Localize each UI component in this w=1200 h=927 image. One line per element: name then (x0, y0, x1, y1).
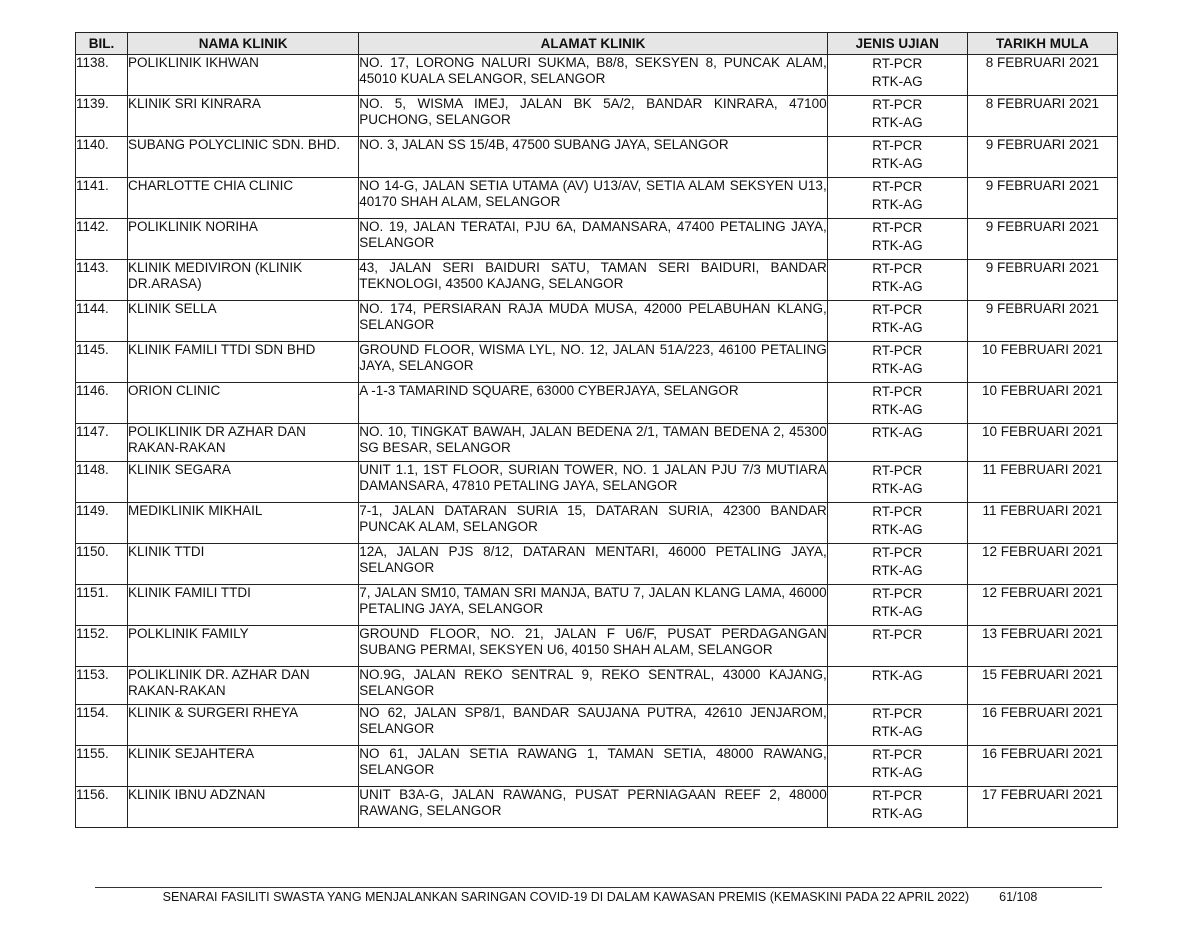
table-row (76, 137, 1118, 178)
header-row (76, 33, 1118, 55)
row-number: 1152. (76, 626, 128, 667)
test-type: RTK-AG (871, 522, 923, 537)
test-type: RTK-AG (871, 806, 923, 821)
table-row (76, 503, 1118, 544)
clinic-name: POLKLINIK FAMILY (128, 626, 359, 667)
clinic-address: 7, JALAN SM10, TAMAN SRI MANJA, BATU 7, JALAN KLANG LAMA, 46000 PETALING JAYA, SELANGOR (359, 585, 827, 626)
row-number: 1149. (76, 503, 128, 544)
test-types (827, 503, 967, 544)
test-types (827, 301, 967, 342)
header-bil: BIL. (76, 33, 128, 55)
test-types (827, 96, 967, 137)
test-type: RTK-AG (871, 238, 923, 253)
clinic-address: NO.9G, JALAN REKO SENTRAL 9, REKO SENTRAL, 43000 KAJANG, SELANGOR (359, 667, 827, 705)
start-date: 16 FEBRUARI 2021 (967, 705, 1117, 746)
test-type: RTK-AG (871, 197, 923, 212)
clinic-address: NO. 3, JALAN SS 15/4B, 47500 SUBANG JAYA, SELANGOR (359, 137, 827, 178)
test-types (827, 705, 967, 746)
test-type: RT-PCR (872, 463, 923, 478)
test-type: RT-PCR (872, 261, 923, 276)
test-type: RTK-AG (871, 320, 923, 335)
clinic-address: 7-1, JALAN DATARAN SURIA 15, DATARAN SURIA, 42300 BANDAR PUNCAK ALAM, SELANGOR (359, 503, 827, 544)
start-date: 10 FEBRUARI 2021 (967, 383, 1117, 424)
test-type: RTK-AG (871, 724, 923, 739)
start-date: 8 FEBRUARI 2021 (967, 96, 1117, 137)
test-type: RT-PCR (872, 56, 923, 71)
clinic-name: POLIKLINIK IKHWAN (128, 55, 359, 96)
start-date: 9 FEBRUARI 2021 (967, 137, 1117, 178)
start-date: 10 FEBRUARI 2021 (967, 424, 1117, 462)
start-date: 17 FEBRUARI 2021 (967, 787, 1117, 828)
start-date: 9 FEBRUARI 2021 (967, 301, 1117, 342)
test-types (827, 178, 967, 219)
test-type: RTK-AG (871, 668, 923, 683)
start-date: 11 FEBRUARI 2021 (967, 503, 1117, 544)
row-number: 1154. (76, 705, 128, 746)
test-type: RT-PCR (872, 97, 923, 112)
clinic-name: KLINIK TTDI (128, 544, 359, 585)
row-number: 1150. (76, 544, 128, 585)
test-types (827, 667, 967, 705)
clinic-name: KLINIK SRI KINRARA (128, 96, 359, 137)
test-type: RTK-AG (871, 115, 923, 130)
clinic-address: NO. 17, LORONG NALURI SUKMA, B8/8, SEKSYEN 8, PUNCAK ALAM, 45010 KUALA SELANGOR, SELANGOR (359, 55, 827, 96)
clinic-address: GROUND FLOOR, WISMA LYL, NO. 12, JALAN 51A/223, 46100 PETALING JAYA, SELANGOR (359, 342, 827, 383)
test-types (827, 746, 967, 787)
table-row (76, 178, 1118, 219)
test-types (827, 424, 967, 462)
clinic-name: KLINIK SEJAHTERA (128, 746, 359, 787)
test-types (827, 137, 967, 178)
table-row (76, 787, 1118, 828)
test-types (827, 544, 967, 585)
test-type: RT-PCR (872, 384, 923, 399)
test-type: RT-PCR (872, 788, 923, 803)
clinic-address: NO. 10, TINGKAT BAWAH, JALAN BEDENA 2/1, TAMAN BEDENA 2, 45300 SG BESAR, SELANGOR (359, 424, 827, 462)
clinic-address: 12A, JALAN PJS 8/12, DATARAN MENTARI, 46000 PETALING JAYA, SELANGOR (359, 544, 827, 585)
row-number: 1155. (76, 746, 128, 787)
test-type: RTK-AG (871, 604, 923, 619)
clinic-address: GROUND FLOOR, NO. 21, JALAN F U6/F, PUSAT PERDAGANGAN SUBANG PERMAI, SEKSYEN U6, 40150 SHAH ALAM, SELANGOR (359, 626, 827, 667)
clinic-address: NO 14-G, JALAN SETIA UTAMA (AV) U13/AV, SETIA ALAM SEKSYEN U13, 40170 SHAH ALAM, SELANGOR (359, 178, 827, 219)
start-date: 12 FEBRUARI 2021 (967, 544, 1117, 585)
test-types (827, 462, 967, 503)
table-row (76, 626, 1118, 667)
start-date: 12 FEBRUARI 2021 (967, 585, 1117, 626)
clinic-address: NO 62, JALAN SP8/1, BANDAR SAUJANA PUTRA, 42610 JENJAROM, SELANGOR (359, 705, 827, 746)
clinic-address: NO 61, JALAN SETIA RAWANG 1, TAMAN SETIA, 48000 RAWANG, SELANGOR (359, 746, 827, 787)
table-row (76, 705, 1118, 746)
table-header (76, 33, 1118, 55)
clinic-name: SUBANG POLYCLINIC SDN. BHD. (128, 137, 359, 178)
table-row (76, 260, 1118, 301)
clinic-name: MEDIKLINIK MIKHAIL (128, 503, 359, 544)
test-type: RTK-AG (871, 481, 923, 496)
test-types (827, 383, 967, 424)
test-type: RTK-AG (871, 563, 923, 578)
test-type: RTK-AG (871, 425, 923, 440)
test-type: RT-PCR (872, 747, 923, 762)
clinic-address: 43, JALAN SERI BAIDURI SATU, TAMAN SERI BAIDURI, BANDAR TEKNOLOGI, 43500 KAJANG, SELANGOR (359, 260, 827, 301)
clinic-table (75, 32, 1118, 828)
table-body (76, 55, 1118, 828)
row-number: 1142. (76, 219, 128, 260)
table-row (76, 462, 1118, 503)
clinic-address: UNIT B3A-G, JALAN RAWANG, PUSAT PERNIAGAAN REEF 2, 48000 RAWANG, SELANGOR (359, 787, 827, 828)
page-footer (0, 890, 1200, 904)
clinic-address: NO. 19, JALAN TERATAI, PJU 6A, DAMANSARA, 47400 PETALING JAYA, SELANGOR (359, 219, 827, 260)
test-type: RTK-AG (871, 156, 923, 171)
row-number: 1153. (76, 667, 128, 705)
test-type: RT-PCR (872, 220, 923, 235)
clinic-name: KLINIK FAMILI TTDI (128, 585, 359, 626)
clinic-name: KLINIK MEDIVIRON (KLINIK DR.ARASA) (128, 260, 359, 301)
clinic-name: CHARLOTTE CHIA CLINIC (128, 178, 359, 219)
clinic-address: UNIT 1.1, 1ST FLOOR, SURIAN TOWER, NO. 1 JALAN PJU 7/3 MUTIARA DAMANSARA, 47810 PETALING JAYA, SELANGOR (359, 462, 827, 503)
test-types (827, 342, 967, 383)
clinic-name: KLINIK & SURGERI RHEYA (128, 705, 359, 746)
header-jenis-ujian: JENIS UJIAN (827, 33, 967, 55)
footer-rule (95, 887, 1102, 888)
clinic-address: NO. 174, PERSIARAN RAJA MUDA MUSA, 42000 PELABUHAN KLANG, SELANGOR (359, 301, 827, 342)
test-type: RT-PCR (872, 343, 923, 358)
start-date: 9 FEBRUARI 2021 (967, 260, 1117, 301)
row-number: 1144. (76, 301, 128, 342)
clinic-address: NO. 5, WISMA IMEJ, JALAN BK 5A/2, BANDAR KINRARA, 47100 PUCHONG, SELANGOR (359, 96, 827, 137)
test-type: RT-PCR (872, 627, 923, 642)
start-date: 16 FEBRUARI 2021 (967, 746, 1117, 787)
table-row (76, 383, 1118, 424)
test-type: RT-PCR (872, 586, 923, 601)
test-type: RT-PCR (872, 504, 923, 519)
clinic-name: ORION CLINIC (128, 383, 359, 424)
test-types (827, 219, 967, 260)
start-date: 11 FEBRUARI 2021 (967, 462, 1117, 503)
row-number: 1139. (76, 96, 128, 137)
test-types (827, 55, 967, 96)
start-date: 10 FEBRUARI 2021 (967, 342, 1117, 383)
row-number: 1156. (76, 787, 128, 828)
start-date: 15 FEBRUARI 2021 (967, 667, 1117, 705)
test-type: RT-PCR (872, 302, 923, 317)
table-row (76, 585, 1118, 626)
clinic-name: POLIKLINIK NORIHA (128, 219, 359, 260)
table-row (76, 301, 1118, 342)
test-types (827, 585, 967, 626)
test-type: RT-PCR (872, 545, 923, 560)
row-number: 1140. (76, 137, 128, 178)
row-number: 1143. (76, 260, 128, 301)
clinic-name: POLIKLINIK DR AZHAR DAN RAKAN-RAKAN (128, 424, 359, 462)
table-row (76, 219, 1118, 260)
clinic-name: KLINIK IBNU ADZNAN (128, 787, 359, 828)
table-row (76, 544, 1118, 585)
clinic-name: POLIKLINIK DR. AZHAR DAN RAKAN-RAKAN (128, 667, 359, 705)
row-number: 1147. (76, 424, 128, 462)
test-type: RTK-AG (871, 74, 923, 89)
start-date: 8 FEBRUARI 2021 (967, 55, 1117, 96)
row-number: 1138. (76, 55, 128, 96)
test-types (827, 626, 967, 667)
table-row (76, 424, 1118, 462)
row-number: 1151. (76, 585, 128, 626)
row-number: 1141. (76, 178, 128, 219)
clinic-name: KLINIK SELLA (128, 301, 359, 342)
header-nama-klinik: NAMA KLINIK (128, 33, 359, 55)
clinic-name: KLINIK SEGARA (128, 462, 359, 503)
test-type: RTK-AG (871, 765, 923, 780)
header-tarikh-mula: TARIKH MULA (967, 33, 1117, 55)
test-type: RTK-AG (871, 402, 923, 417)
test-type: RT-PCR (872, 138, 923, 153)
start-date: 9 FEBRUARI 2021 (967, 219, 1117, 260)
row-number: 1148. (76, 462, 128, 503)
row-number: 1146. (76, 383, 128, 424)
page-number: 61/108 (999, 890, 1038, 904)
table-row (76, 746, 1118, 787)
row-number: 1145. (76, 342, 128, 383)
start-date: 9 FEBRUARI 2021 (967, 178, 1117, 219)
clinic-address: A -1-3 TAMARIND SQUARE, 63000 CYBERJAYA, SELANGOR (359, 383, 827, 424)
test-type: RT-PCR (872, 179, 923, 194)
test-type: RTK-AG (871, 279, 923, 294)
clinic-name: KLINIK FAMILI TTDI SDN BHD (128, 342, 359, 383)
table-row (76, 667, 1118, 705)
header-alamat-klinik: ALAMAT KLINIK (359, 33, 827, 55)
footer-title: SENARAI FASILITI SWASTA YANG MENJALANKAN SARINGAN COVID-19 DI DALAM KAWASAN PREMIS (KEMASKINI PADA 22 APRIL 2022) (162, 890, 970, 904)
test-type: RTK-AG (871, 361, 923, 376)
table-row (76, 96, 1118, 137)
table-row (76, 55, 1118, 96)
test-types (827, 260, 967, 301)
start-date: 13 FEBRUARI 2021 (967, 626, 1117, 667)
table-row (76, 342, 1118, 383)
test-type: RT-PCR (872, 706, 923, 721)
test-types (827, 787, 967, 828)
